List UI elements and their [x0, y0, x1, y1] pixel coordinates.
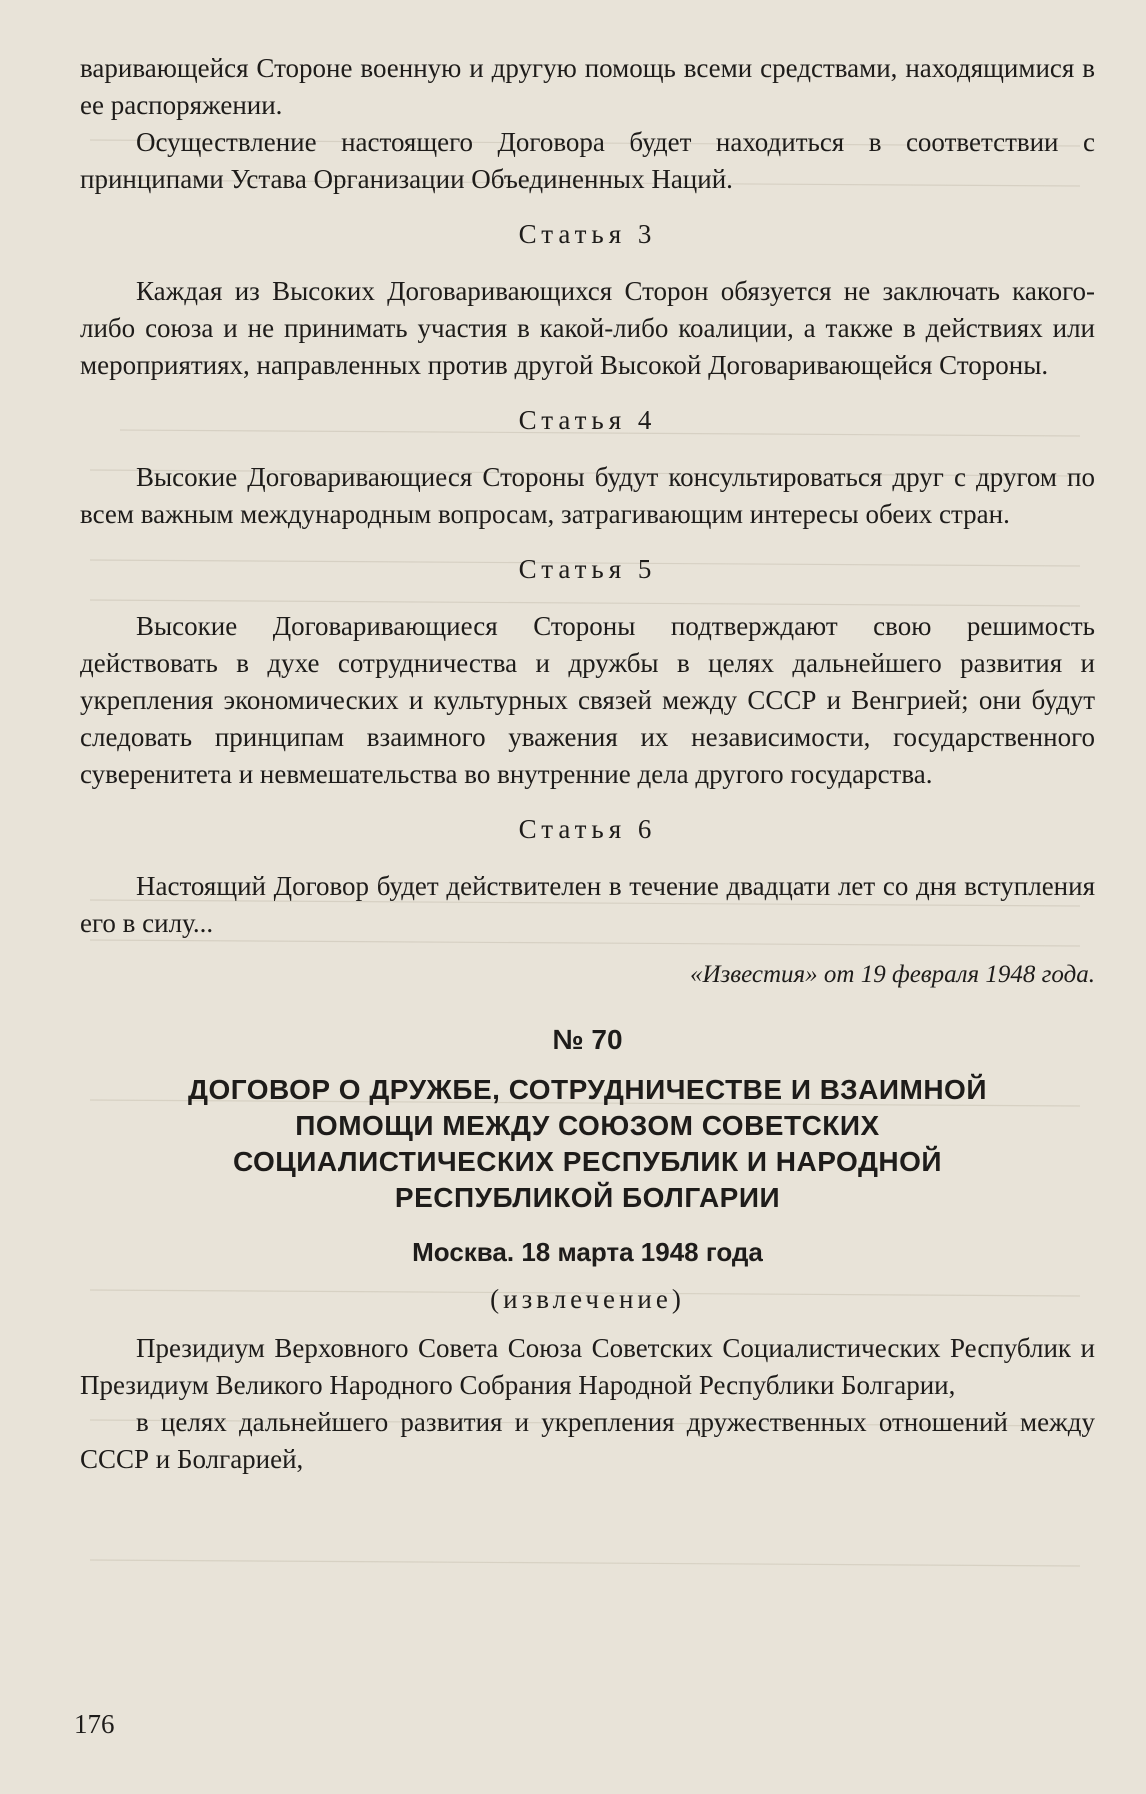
- article-5-heading: Статья 5: [518, 554, 657, 584]
- page-content: [80, 50, 1095, 1478]
- article-4-text: Высокие Договаривающиеся Стороны будут консультироваться друг с другом по всем важным международным вопросам, затрагивающим интересы обеих стран.: [80, 462, 1095, 529]
- document-title-line: СОЦИАЛИСТИЧЕСКИХ РЕСПУБЛИК И НАРОДНОЙ: [232, 1146, 943, 1177]
- document-title-line: ДОГОВОР О ДРУЖБЕ, СОТРУДНИЧЕСТВЕ И ВЗАИМНОЙ: [188, 1074, 987, 1105]
- article-6-text: Настоящий Договор будет действителен в течение двадцати лет со дня вступления его в силу...: [80, 871, 1095, 938]
- extract-note: (извлечение): [490, 1284, 685, 1314]
- article-5-text: Высокие Договаривающиеся Стороны подтверждают свою решимость действовать в духе сотрудничества и дружбы в целях дальнейшего развития и укрепления экономических и культурных связей между СССР и Венгрией; они будут следовать принципам взаимного уважения их независимости, государственного суверенитета и невмешательства во внутренние дела другого государства.: [80, 611, 1095, 789]
- document-number: № 70: [552, 1024, 623, 1055]
- paragraph-un-charter: Осуществление настоящего Договора будет находиться в соответствии с принципами Устава Организации Объединенных Наций.: [80, 127, 1095, 194]
- source-citation: «Известия» от 19 февраля 1948 года.: [689, 961, 1095, 988]
- paragraph-continuation: варивающейся Стороне военную и другую помощь всеми средствами, находящимися в ее распоряжении.: [80, 53, 1095, 120]
- document-title-line: РЕСПУБЛИКОЙ БОЛГАРИИ: [394, 1182, 781, 1213]
- document-title: [80, 1072, 1095, 1216]
- preamble-paragraph: в целях дальнейшего развития и укрепления дружественных отношений между СССР и Болгарией,: [80, 1407, 1095, 1474]
- page-number: 176: [74, 1709, 115, 1739]
- place-and-date: Москва. 18 марта 1948 года: [412, 1237, 763, 1267]
- preamble-paragraph: Президиум Верховного Совета Союза Советских Социалистических Республик и Президиум Великого Народного Собрания Народной Республики Болгарии,: [80, 1333, 1095, 1400]
- article-3-text: Каждая из Высоких Договаривающихся Сторон обязуется не заключать какого-либо союза и не принимать участия в какой-либо коалиции, а также в действиях или мероприятиях, направленных против другой Высокой Договаривающейся Стороны.: [80, 276, 1095, 380]
- article-6-heading: Статья 6: [518, 814, 657, 844]
- document-title-line: ПОМОЩИ МЕЖДУ СОЮЗОМ СОВЕТСКИХ: [295, 1110, 880, 1141]
- article-4-heading: Статья 4: [518, 405, 657, 435]
- article-3-heading: Статья 3: [518, 219, 657, 249]
